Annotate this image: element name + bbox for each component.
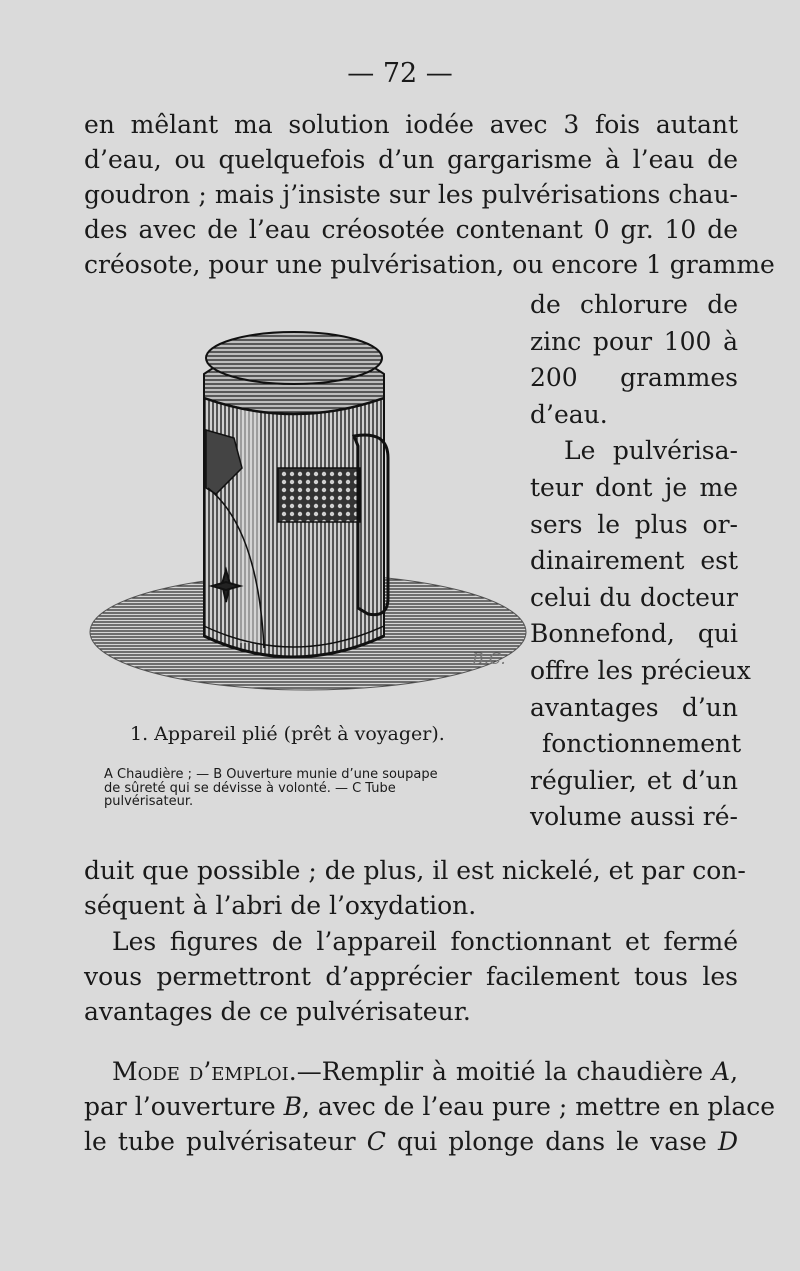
engraver-mark: B.C. <box>472 649 506 668</box>
text-line: dinairement est <box>530 546 738 576</box>
text-line: Les figures de l’appareil fonctionnant et fermé <box>112 927 738 956</box>
caption-line: A Chaudière ; — B Ouverture munie d’une soupape <box>104 767 438 782</box>
text-line: fonctionnement <box>542 729 742 759</box>
letter-d: D <box>717 1127 739 1156</box>
figure-title: 1. Appareil plié (prêt à voyager). <box>130 723 445 745</box>
text-line: avantages de ce pulvérisateur. <box>84 997 471 1026</box>
text-line: de chlorure de <box>530 290 738 319</box>
text-line: sers le plus or- <box>530 509 738 539</box>
text-line: d’eau. <box>530 399 608 429</box>
text-fragment: qui plonge dans le vase <box>385 1127 718 1156</box>
text-line <box>84 1054 738 1089</box>
text-line: teur dont je me <box>530 472 738 502</box>
text-line: celui du docteur <box>530 582 738 612</box>
text-line: offre les précieux <box>530 655 751 685</box>
text-line: régulier, et d’un <box>530 765 738 795</box>
caption-line: pulvérisateur. <box>104 794 194 809</box>
text-fragment: le tube pulvérisateur <box>84 1127 367 1156</box>
letter-c: C <box>366 1127 386 1156</box>
text-fragment: , avec de l’eau pure ; mettre en place <box>301 1092 776 1121</box>
letter-b: B <box>283 1092 302 1121</box>
text-line: duit que possible ; de plus, il est nickelé, et par con- <box>84 856 746 885</box>
text-line: d’eau, ou quelquefois d’un gargarisme à l’eau de <box>84 145 738 174</box>
text-line: séquent à l’abri de l’oxydation. <box>84 891 477 920</box>
text-line: des avec de l’eau créosotée contenant 0 gr. 10 de <box>84 215 738 244</box>
grille <box>278 468 360 522</box>
text-line: vous permettront d’apprécier facilement tous les <box>84 962 738 991</box>
apparatus-engraving <box>88 318 528 708</box>
text-line: avantages d’un <box>530 692 738 722</box>
text-line: créosote, pour une pulvérisation, ou encore 1 gramme <box>84 250 775 279</box>
text-line: volume aussi ré- <box>530 802 738 832</box>
figures-paragraph <box>84 924 738 1029</box>
caption-line: de sûreté qui se dévisse à volonté. — C Tube <box>104 780 396 796</box>
text-fragment: , <box>730 1057 739 1086</box>
text-line: Le pulvérisa- <box>564 436 738 466</box>
text-line: goudron ; mais j’insiste sur les pulvérisations chau- <box>84 180 738 209</box>
text-line: 200 grammes <box>530 363 738 393</box>
top-paragraph <box>84 107 775 282</box>
text-line: zinc pour 100 à <box>530 326 738 356</box>
figure-caption <box>104 768 514 809</box>
text-line: Bonnefond, qui <box>530 619 738 649</box>
right-column-text <box>530 287 751 836</box>
page-number: — 72 — <box>347 58 453 89</box>
letter-a: A <box>712 1057 731 1086</box>
text-line <box>84 1124 738 1159</box>
continuation-paragraph <box>84 853 746 923</box>
mode-emploi-paragraph <box>84 1054 776 1159</box>
text-fragment: —Remplir à moitié la chaudière <box>296 1057 712 1086</box>
mode-emploi-heading: Mode d’emploi. <box>112 1057 297 1086</box>
text-line <box>84 1089 776 1124</box>
text-line: en mêlant ma solution iodée avec 3 fois autant <box>84 110 738 139</box>
text-fragment: par l’ouverture <box>84 1092 284 1121</box>
